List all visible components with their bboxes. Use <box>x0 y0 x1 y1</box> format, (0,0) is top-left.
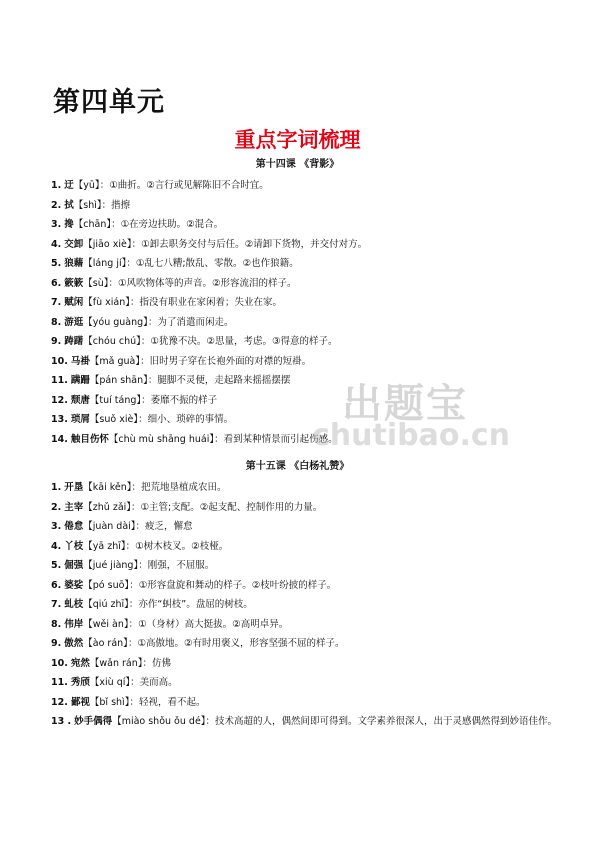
vocab-word: 主宰 <box>64 501 84 513</box>
vocab-word: 颓唐 <box>70 394 90 406</box>
vocab-num: 9. <box>51 336 62 347</box>
vocab-def: ：①（身材）高大挺拔。②高明卓异。 <box>128 618 289 630</box>
vocab-word: 游逛 <box>64 316 84 328</box>
vocab-entry <box>51 615 551 635</box>
vocab-def: ：旧时男子穿在长袍外面的对襟的短褂。 <box>140 355 312 367</box>
lesson-title-14: 第十四课 《背影》 <box>255 159 340 170</box>
vocab-word: 宛然 <box>70 657 90 669</box>
vocab-pinyin: 【wǎn rán】 <box>89 657 143 669</box>
vocab-num: 13. <box>51 414 68 425</box>
vocab-pinyin: 【yū】 <box>73 180 100 191</box>
vocab-list-lesson-14 <box>51 176 551 449</box>
vocab-entry <box>51 576 551 596</box>
vocab-entry <box>51 693 551 713</box>
vocab-num: 9. <box>51 638 62 649</box>
vocab-num: 10. <box>51 657 68 669</box>
vocab-entry <box>51 391 551 411</box>
vocab-pinyin: 【pó suō】 <box>83 579 130 591</box>
vocab-word: 倔强 <box>64 560 84 571</box>
watermark-cn: 出题宝 <box>342 381 468 427</box>
vocab-pinyin: 【kāi kěn】 <box>83 482 132 493</box>
vocab-pinyin: 【zhǔ zǎi】 <box>83 501 132 513</box>
vocab-word: 搀 <box>64 219 74 230</box>
vocab-def: ：揩擦 <box>101 199 131 211</box>
vocab-def: ：①曲折。②言行或见解陈旧不合时宜。 <box>99 180 269 191</box>
vocab-pinyin: 【mǎ guà】 <box>89 355 141 367</box>
vocab-pinyin: 【shì】 <box>73 199 102 211</box>
vocab-pinyin: 【jiāo xiè】 <box>83 238 132 250</box>
vocab-def: ：①在旁边扶助。②混合。 <box>111 219 224 230</box>
vocab-num: 11. <box>51 375 68 386</box>
vocab-entry <box>51 196 551 216</box>
vocab-num: 1. <box>51 180 62 191</box>
vocab-word: 蹒跚 <box>70 375 90 386</box>
vocab-entry <box>51 293 551 313</box>
vocab-entry <box>51 556 551 576</box>
vocab-def: ：①犹豫不决。②思量，考虑。③得意的样子。 <box>140 336 338 347</box>
vocab-entry <box>51 430 551 450</box>
vocab-word: 交卸 <box>64 238 84 250</box>
vocab-entry <box>51 517 551 537</box>
vocab-pinyin: 【qiú zhī】 <box>83 599 129 610</box>
vocab-num: 8. <box>51 316 62 328</box>
vocab-def: ：美而高。 <box>130 677 178 688</box>
vocab-pinyin: 【fù xián】 <box>83 297 131 308</box>
vocab-word: 秀颀 <box>70 677 90 688</box>
vocab-pinyin: 【tuí táng】 <box>89 394 142 406</box>
vocab-def: ：亦作“虯枝”。盘屈的树枝。 <box>128 599 253 610</box>
vocab-num: 8. <box>51 618 62 630</box>
vocab-num: 7. <box>51 297 62 308</box>
vocab-num: 2. <box>51 199 62 211</box>
vocab-num: 1. <box>51 482 62 493</box>
vocab-entry <box>51 332 551 352</box>
vocab-def: ：①高傲地。②有时用褒义，形容坚强不屈的样子。 <box>127 638 345 649</box>
vocab-word: 鄙视 <box>70 696 90 708</box>
vocab-pinyin: 【wěi àn】 <box>83 618 129 630</box>
vocab-list-lesson-15 <box>51 478 558 732</box>
vocab-def: ：①形容盘旋和舞动的样子。②枝叶纷披的样子。 <box>129 579 337 591</box>
vocab-def: ：①风吹物体等的声音。②形容流泪的样子。 <box>108 277 297 289</box>
vocab-word: 迂 <box>64 180 74 191</box>
vocab-num: 6. <box>51 277 62 289</box>
vocab-word: 赋闲 <box>64 297 84 308</box>
vocab-entry <box>51 634 551 654</box>
vocab-def: ：技术高超的人，偶然间即可得到。文学素养很深人，出于灵感偶然得到妙语佳作。 <box>205 716 558 727</box>
vocab-def: ：轻视，看不起。 <box>129 696 206 708</box>
vocab-num: 10. <box>51 355 68 367</box>
unit-title: 第四单元 <box>53 87 165 118</box>
vocab-pinyin: 【suǒ xiè】 <box>89 414 139 425</box>
vocab-def: ：疲乏，懈怠 <box>135 521 193 532</box>
vocab-word: 虬枝 <box>64 599 84 610</box>
vocab-def: ：为了消遣而闲走。 <box>147 316 234 328</box>
vocab-entry <box>51 313 551 333</box>
vocab-word: 倦怠 <box>64 521 84 532</box>
vocab-word: 婆娑 <box>64 579 84 591</box>
vocab-num: 5. <box>51 258 62 269</box>
vocab-def: ：指没有职业在家闲着；失业在家。 <box>130 297 283 308</box>
vocab-word: 伟岸 <box>64 618 84 630</box>
lesson-title-15: 第十五课 《白杨礼赞》 <box>245 461 350 472</box>
vocab-pinyin: 【chóu chú】 <box>83 336 141 347</box>
vocab-num: 12. <box>51 394 68 406</box>
vocab-word: 拭 <box>64 199 74 211</box>
vocab-def: ：把荒地垦植成农田。 <box>131 482 227 493</box>
vocab-num: 4. <box>51 540 62 552</box>
vocab-num: 11. <box>51 677 68 688</box>
vocab-def: ：①乱七八糟;散乱、零散。②也作狼籍。 <box>126 258 299 269</box>
watermark-en: chutibao.cn <box>312 418 510 453</box>
vocab-entry <box>51 478 551 498</box>
vocab-word: 丫枝 <box>64 540 84 552</box>
vocab-num: 6. <box>51 579 62 591</box>
vocab-entry <box>51 371 551 391</box>
vocab-entry <box>51 176 551 196</box>
vocab-pinyin: 【bǐ shì】 <box>89 696 130 708</box>
vocab-pinyin: 【xiù qí】 <box>89 677 131 688</box>
vocab-def: ：萎靡不振的样子 <box>141 394 218 406</box>
vocab-pinyin: 【jué jiàng】 <box>83 560 139 571</box>
vocab-num: 4. <box>51 238 62 250</box>
vocab-def: ：①卸去职务交付与后任。②请卸下货物，并交付对方。 <box>131 238 368 250</box>
vocab-entry <box>51 595 551 615</box>
vocab-word: 触目伤怀 <box>70 433 109 445</box>
vocab-pinyin: 【chù mù shāng huái】 <box>108 433 215 445</box>
vocab-num: 5. <box>51 560 62 571</box>
vocab-def: ：细小、琐碎的事情。 <box>138 414 234 425</box>
vocab-num: 2. <box>51 501 62 513</box>
vocab-pinyin: 【pán shān】 <box>89 375 148 386</box>
vocab-pinyin: 【juàn dài】 <box>83 521 136 532</box>
vocab-num: 3. <box>51 521 62 532</box>
vocab-pinyin: 【chān】 <box>73 219 112 230</box>
vocab-pinyin: 【láng jí】 <box>83 258 127 269</box>
vocab-entry <box>51 215 551 235</box>
vocab-word: 簌簌 <box>64 277 84 289</box>
vocab-entry <box>51 537 551 557</box>
vocab-entry <box>51 352 551 372</box>
vocab-entry <box>51 410 551 430</box>
vocab-word: 琐屑 <box>70 414 90 425</box>
vocab-pinyin: 【ào rán】 <box>83 638 128 649</box>
vocab-entry <box>51 254 551 274</box>
vocab-num: 13 . <box>51 716 72 727</box>
vocab-entry <box>51 712 558 732</box>
vocab-pinyin: 【yā zhī】 <box>83 540 126 552</box>
vocab-def: ：刚强，不屈服。 <box>138 560 215 571</box>
vocab-pinyin: 【miào shǒu ǒu dé】 <box>112 716 206 727</box>
vocab-def: ：腿脚不灵便，走起路来摇摇摆摆 <box>147 375 291 386</box>
vocab-word: 开垦 <box>64 482 84 493</box>
vocab-def: ：看到某种情景而引起伤感。 <box>214 433 338 445</box>
vocab-num: 12. <box>51 696 68 708</box>
vocab-word: 傲然 <box>64 638 84 649</box>
vocab-num: 7. <box>51 599 62 610</box>
vocab-entry <box>51 274 551 294</box>
vocab-def: ：仿佛 <box>142 657 172 669</box>
vocab-word: 踌躇 <box>64 336 84 347</box>
vocab-def: ：①树木枝叉。②枝桠。 <box>125 540 229 552</box>
vocab-word: 妙手偶得 <box>74 716 113 727</box>
vocab-pinyin: 【yóu guàng】 <box>83 316 148 328</box>
vocab-num: 14. <box>51 433 68 445</box>
vocab-entry <box>51 654 551 674</box>
vocab-num: 3. <box>51 219 62 230</box>
main-title: 重点字词梳理 <box>234 128 361 152</box>
vocab-pinyin: 【sù】 <box>83 277 109 289</box>
vocab-word: 狼藉 <box>64 258 84 269</box>
vocab-entry <box>51 673 551 693</box>
vocab-entry <box>51 498 551 518</box>
vocab-word: 马褂 <box>70 355 90 367</box>
vocab-entry <box>51 235 551 255</box>
vocab-def: ：①主管;支配。②起支配、控制作用的力量。 <box>131 501 323 513</box>
